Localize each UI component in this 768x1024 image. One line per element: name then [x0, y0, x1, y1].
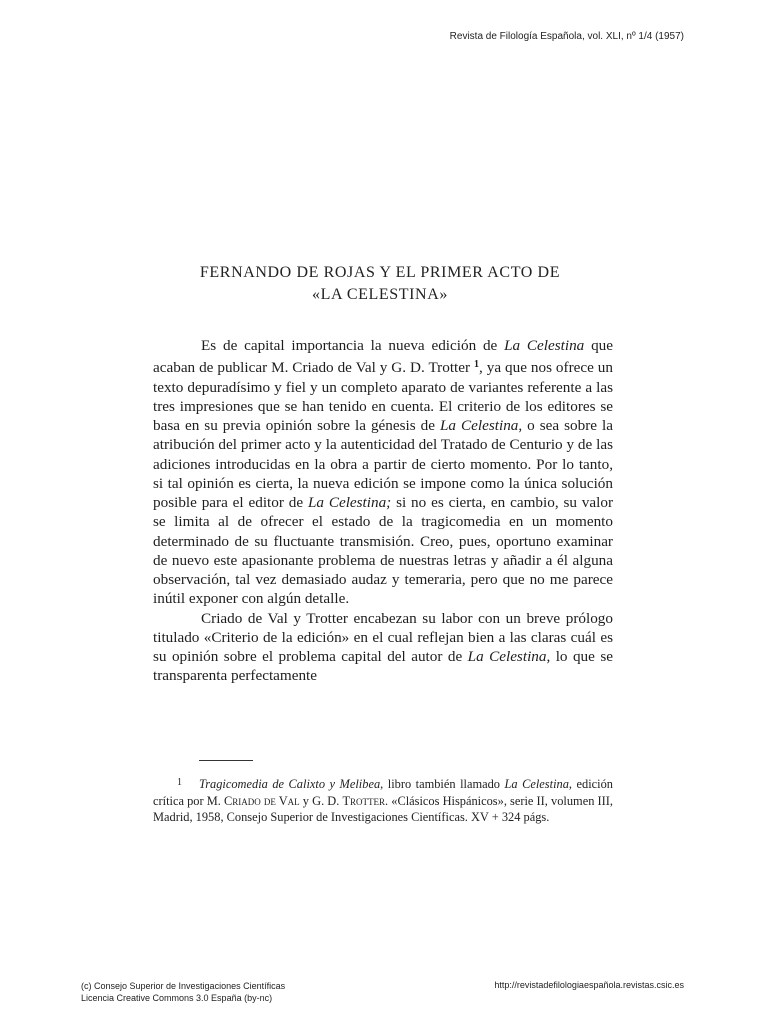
- footer-license: [81, 980, 285, 1004]
- italic-title: La Celestina: [467, 648, 547, 665]
- text-run: Criado de Val y Trotter encabezan su labor con un breve prólogo titulado «Criterio de la edición» en el cual reflejan bien a las claras cuál es su opinión sobre el problema capital del autor de: [153, 609, 613, 665]
- article-title: [150, 262, 610, 306]
- text-run: , lo que se transparenta perfectamente: [153, 648, 613, 685]
- italic-title: La Celestina: [504, 337, 585, 354]
- footnote-1: [153, 775, 613, 826]
- text-run: La Celestina: [504, 777, 569, 791]
- footnote-number: 1: [177, 777, 182, 788]
- text-run: Criado de Val: [223, 793, 300, 808]
- italic-title: La Celestina: [439, 417, 519, 434]
- text-run: , ya que nos ofrece un texto depuradísimo y fiel y un completo aparato de variantes referente a las tres impresiones que se han tenido en cuenta. El criterio de los editores se basa en su previa opinión sobre la génesis de: [153, 359, 613, 434]
- text-run: . «Clásicos Hispánicos», serie II, volumen III, Madrid, 1958, Consejo Superior de Investigaciones Científicas. XV + 324 págs.: [153, 793, 613, 824]
- journal-citation: Revista de Filología Española, vol. XLI, nº 1/4 (1957): [449, 31, 684, 42]
- text-run: que acaban de publicar M. Criado de Val y G. D. Trotter: [153, 337, 613, 377]
- article-title-line-2: «LA CELESTINA»: [312, 286, 448, 303]
- text-run: , o sea sobre la atribución del primer acto y la autenticidad del Tratado de Centurio y de las adiciones introducidas en la obra a partir de cierto momento. Por lo tanto, si tal opinión es cierta, la nueva edición se impone como la única solución posible para el editor de: [153, 417, 613, 511]
- journal-url-link[interactable]: http://revistadefilologiaespañola.revistas.csic.es: [494, 980, 684, 990]
- text-run: Es de capital importancia la nueva edición de: [201, 337, 505, 354]
- footnote-reference[interactable]: 1: [474, 359, 480, 371]
- copyright-text: (c) Consejo Superior de Investigaciones Científicas: [81, 981, 286, 991]
- paragraph-2: [153, 609, 613, 686]
- text-run: Tragicomedia de Calixto y Melibea: [199, 777, 381, 791]
- text-run: si no es cierta, en cambio, su valor se limita al de ofrecer el estado de la tragicomedia en un momento determinado de su fluctuante transmisión. Creo, pues, oportuno examinar de nuevo este apasionante problema de nuestras letras y añadir a él alguna observación, tal vez demasiado audaz y temeraria, pero que no me parece inútil exponer con algún detalle.: [153, 494, 614, 608]
- text-run: Trotter: [342, 793, 386, 808]
- footnote-divider: [199, 760, 253, 761]
- text-run: , libro también llamado: [380, 777, 505, 791]
- text-run: , edición crítica por M.: [153, 777, 613, 808]
- text-run: y G. D.: [299, 793, 343, 808]
- article-body: [153, 336, 613, 686]
- license-text: Licencia Creative Commons 3.0 España (by-nc): [81, 993, 273, 1003]
- paragraph-1: [153, 336, 613, 609]
- article-title-line-1: FERNANDO DE ROJAS Y EL PRIMER ACTO DE: [199, 264, 561, 281]
- italic-title: La Celestina;: [307, 494, 392, 511]
